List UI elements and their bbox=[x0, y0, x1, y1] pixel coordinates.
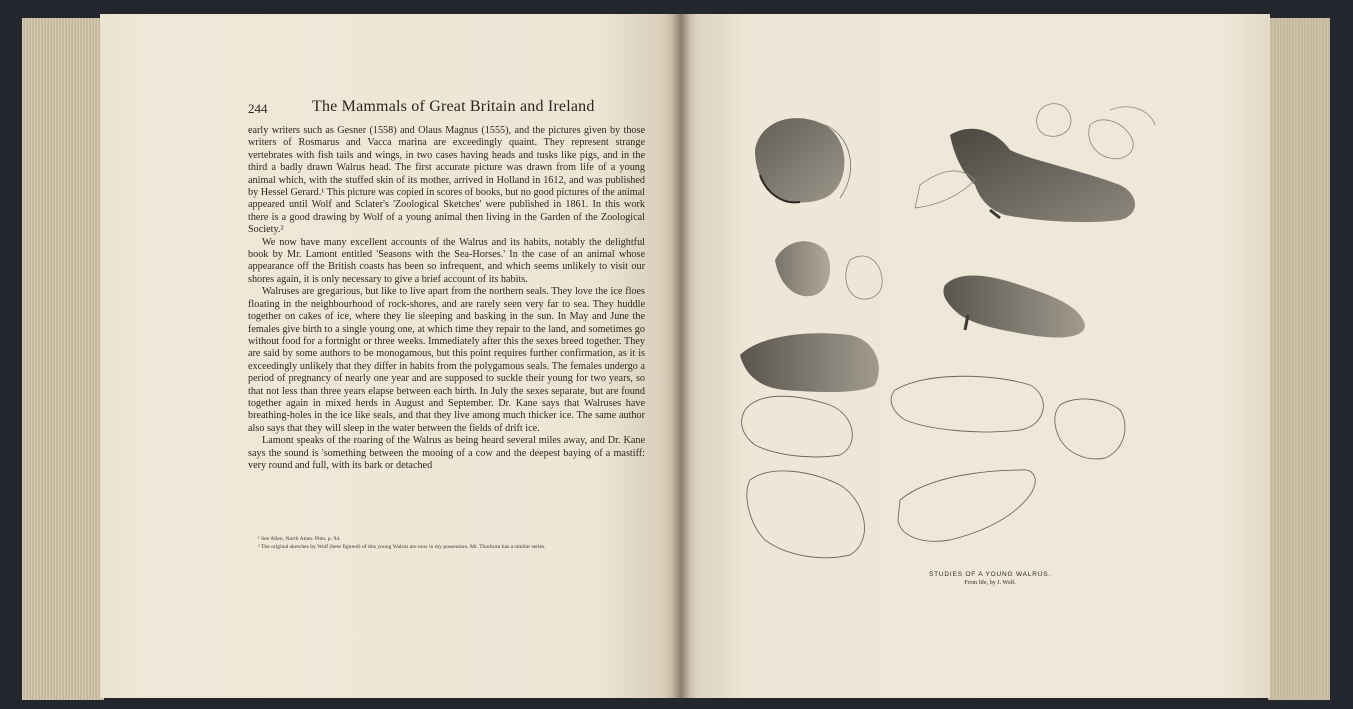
left-page-edges bbox=[22, 18, 104, 700]
walrus-sketches-plate bbox=[700, 90, 1170, 570]
page-number: 244 bbox=[248, 101, 268, 116]
footnote-2: ² The original sketches by Wolf (here figured) of this young Walrus are now in my possession. Mr. Thorburn has a similar series. bbox=[258, 544, 546, 550]
footnote-1: ¹ See Allen, North Amer. Pinn. p. 94. bbox=[258, 536, 341, 542]
caption-title: STUDIES OF A YOUNG WALRUS. bbox=[929, 571, 1051, 578]
walrus-small-sketches bbox=[1037, 104, 1155, 159]
footnotes bbox=[248, 535, 645, 551]
walrus-outline-sketches bbox=[742, 376, 1125, 557]
paragraph-3: Walruses are gregarious, but like to live apart from the northern seals. They love the ice floes floating in the neighbourhood of rock-shores, and are rarely seen very far to sea. They huddle together on cakes of ice, where they lie sleeping and basking in the sun. In May and June the females give birth to a single young one, at which time they repair to the land, and sometimes go without food for a fortnight or three weeks. Immediately after this the sexes breed together. They are said by some authors to be monogamous, but this point requires further confirmation, as it is exceedingly unlikely that they differ in habits from the polygamous seals. The females undergo a period of pregnancy of nearly one year and are supposed to suckle their young for two years, so that not less than three years elapse between each birth. In July the sexes separate, but are found together again in mixed herds in August and September. Dr. Kane says that Walruses have breathing-holes in the ice like seals, and that they live among much thicker ice. The same author also says that they will sleep in the water between the fields of drift ice. bbox=[248, 286, 645, 434]
right-page-edges bbox=[1268, 18, 1330, 700]
paragraph-4: Lamont speaks of the roaring of the Walrus as being heard several miles away, and Dr. Kane says the sound is 'something between the mooing of a cow and the deepest baying of a mastiff: very round and full, with its bark or detached bbox=[248, 435, 645, 471]
walrus-crawling bbox=[943, 276, 1085, 338]
caption-credit: From life, by J. Wolf. bbox=[964, 580, 1016, 586]
running-head: The Mammals of Great Britain and Ireland bbox=[312, 98, 595, 115]
paragraph-1: early writers such as Gesner (1558) and Olaus Magnus (1555), and the pictures given by those writers of Rosmarus and Vacca marina are exceedingly quaint. They represent strange vertebrates with fish tails and wings, in two cases having heads and tusks like pigs, and in the third a badly drawn Walrus head. The first accurate picture was drawn from life of a young animal which, with the stuffed skin of its mother, arrived in Holland in 1612, and was published by Hessel Gerard.¹ This picture was copied in scores of books, but no good pictures of the animal appeared until Wolf and Sclater's 'Zoological Sketches' were published in 1861. In this work there is a good drawing by Wolf of a young animal then living in the Garden of the Zoological Society.² bbox=[248, 125, 645, 236]
walrus-resting bbox=[740, 333, 879, 392]
book-gutter bbox=[672, 14, 690, 698]
walrus-pair-sketch bbox=[775, 241, 882, 299]
body-text bbox=[248, 125, 645, 472]
plate-caption bbox=[900, 571, 1080, 586]
paragraph-2: We now have many excellent accounts of the Walrus and its habits, notably the delightful book by Mr. Lamont entitled 'Seasons with the Sea-Horses.' In the case of an animal whose appearance off the British coasts has been so infrequent, and which seems unlikely to visit our shores again, it is only necessary to give a brief account of its habits. bbox=[248, 236, 645, 285]
walrus-lying-dark bbox=[915, 129, 1135, 222]
walrus-head-sketch bbox=[755, 118, 851, 202]
